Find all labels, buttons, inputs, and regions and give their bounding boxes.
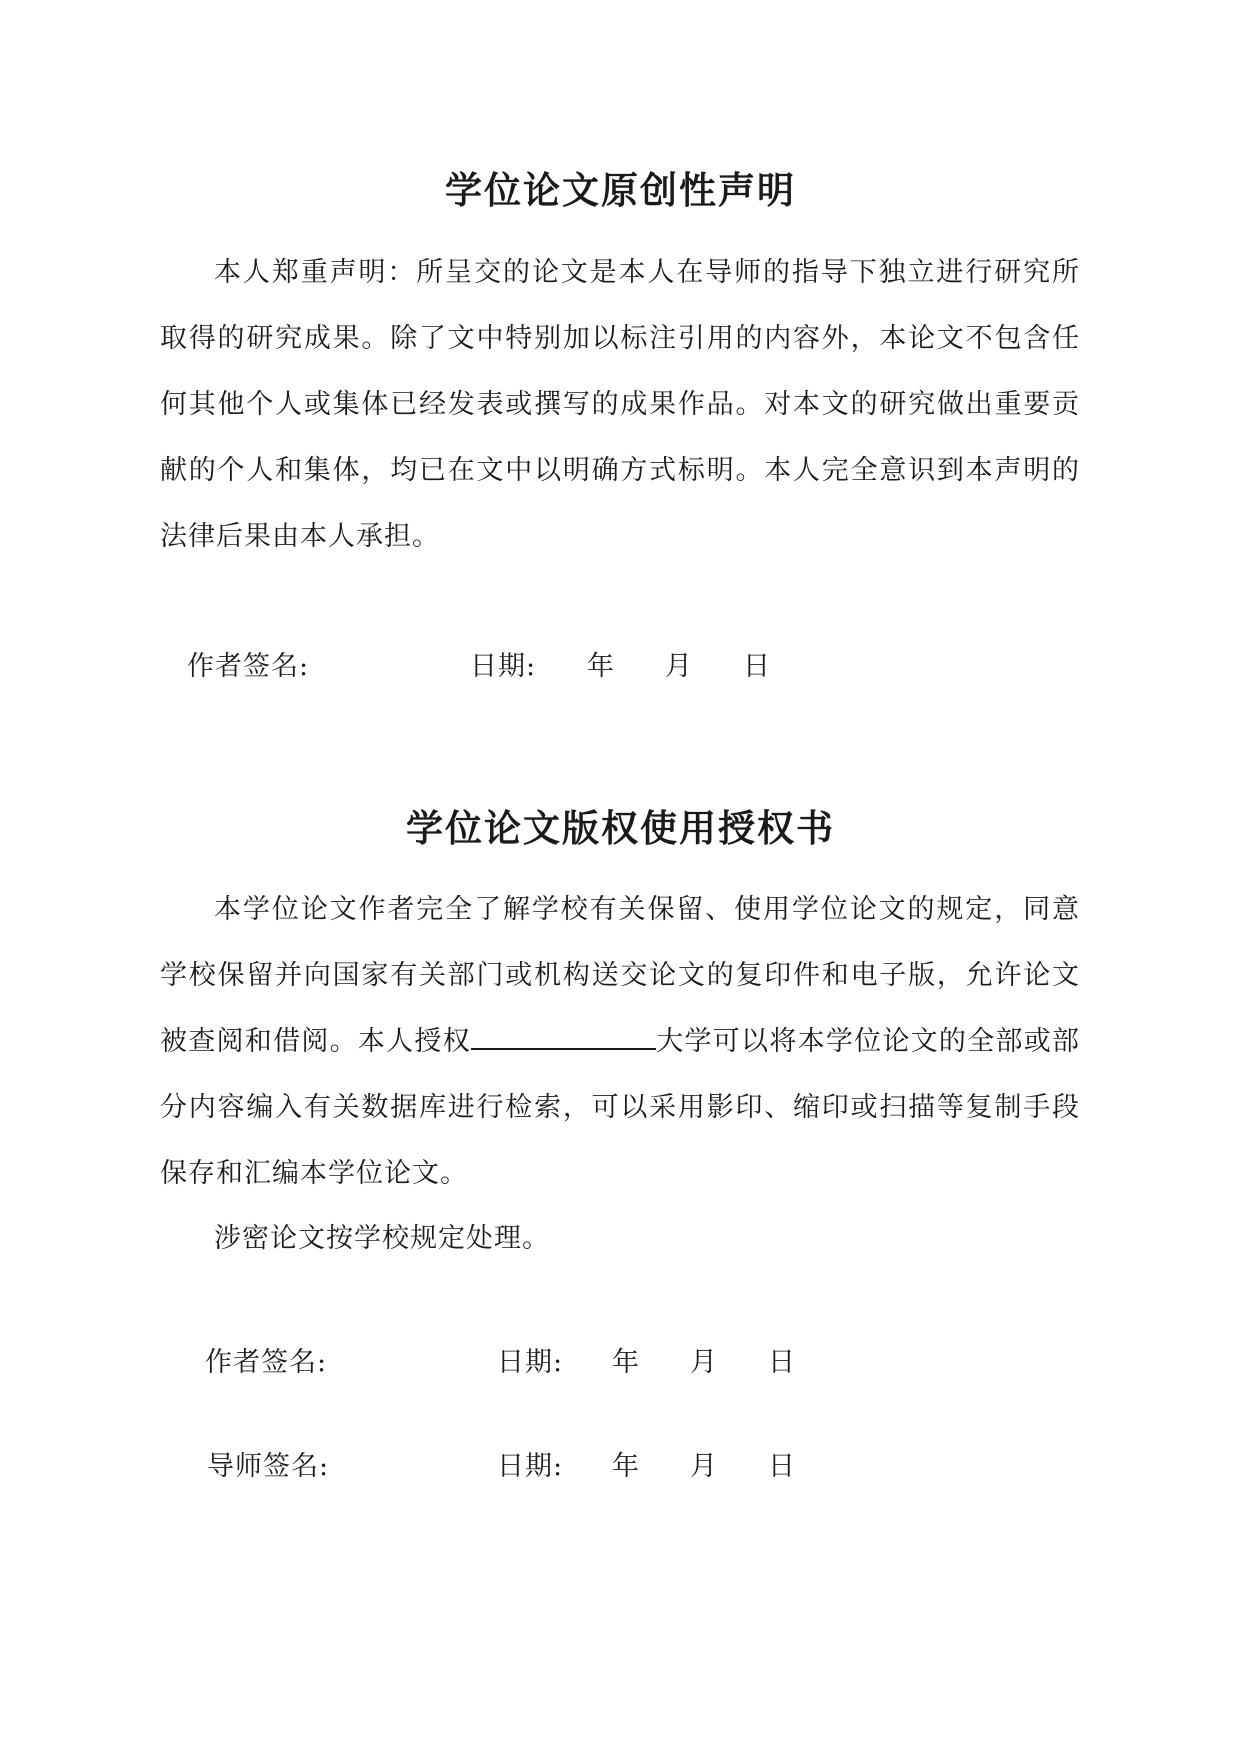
date-label: 日期:	[497, 1347, 564, 1378]
day-label: 日	[743, 651, 771, 682]
day-label: 日	[768, 1347, 796, 1378]
date-label: 日期:	[497, 1451, 564, 1482]
date-label: 日期:	[470, 651, 537, 682]
month-label: 月	[665, 651, 693, 682]
author-signature-label: 作者签名:	[205, 1347, 328, 1378]
year-label: 年	[612, 1347, 640, 1378]
month-label: 月	[690, 1451, 718, 1482]
authorization-body-part1: 本学位论文作者完全了解学校有关保留、使用学位论文的规定，同意学校保留并向国家有关部门或机构送交论文的复印件和电子版，允许论文被查阅和借阅。本人授权	[160, 894, 1080, 1057]
advisor-signature-label: 导师签名:	[207, 1451, 330, 1482]
author-signature-row	[0, 1340, 1241, 1380]
declaration-title: 学位论文原创性声明	[445, 169, 796, 212]
year-label: 年	[587, 651, 615, 682]
authorization-body-part2: 大学可以将本学位论文的全部或部分内容编入有关数据库进行检索，可以采用影印、缩印或扫描等复制手段保存和汇编本学位论文。	[160, 1026, 1081, 1189]
authorization-title: 学位论文版权使用授权书	[406, 807, 835, 850]
classified-note: 涉密论文按学校规定处理。	[214, 1223, 550, 1254]
university-name-blank[interactable]	[471, 1026, 656, 1050]
day-label: 日	[768, 1451, 796, 1482]
declaration-signature-row	[0, 644, 1241, 684]
advisor-signature-row	[0, 1444, 1241, 1484]
declaration-body: 本人郑重声明：所呈交的论文是本人在导师的指导下独立进行研究所取得的研究成果。除了文中特别加以标注引用的内容外，本论文不包含任何其他个人或集体已经发表或撰写的成果作品。对本文的研究做出重要贡献的个人和集体，均已在文中以明确方式标明。本人完全意识到本声明的法律后果由本人承担。	[160, 257, 1080, 552]
year-label: 年	[612, 1451, 640, 1482]
author-signature-label: 作者签名:	[187, 651, 310, 682]
authorization-body	[160, 877, 1080, 1207]
month-label: 月	[690, 1347, 718, 1378]
